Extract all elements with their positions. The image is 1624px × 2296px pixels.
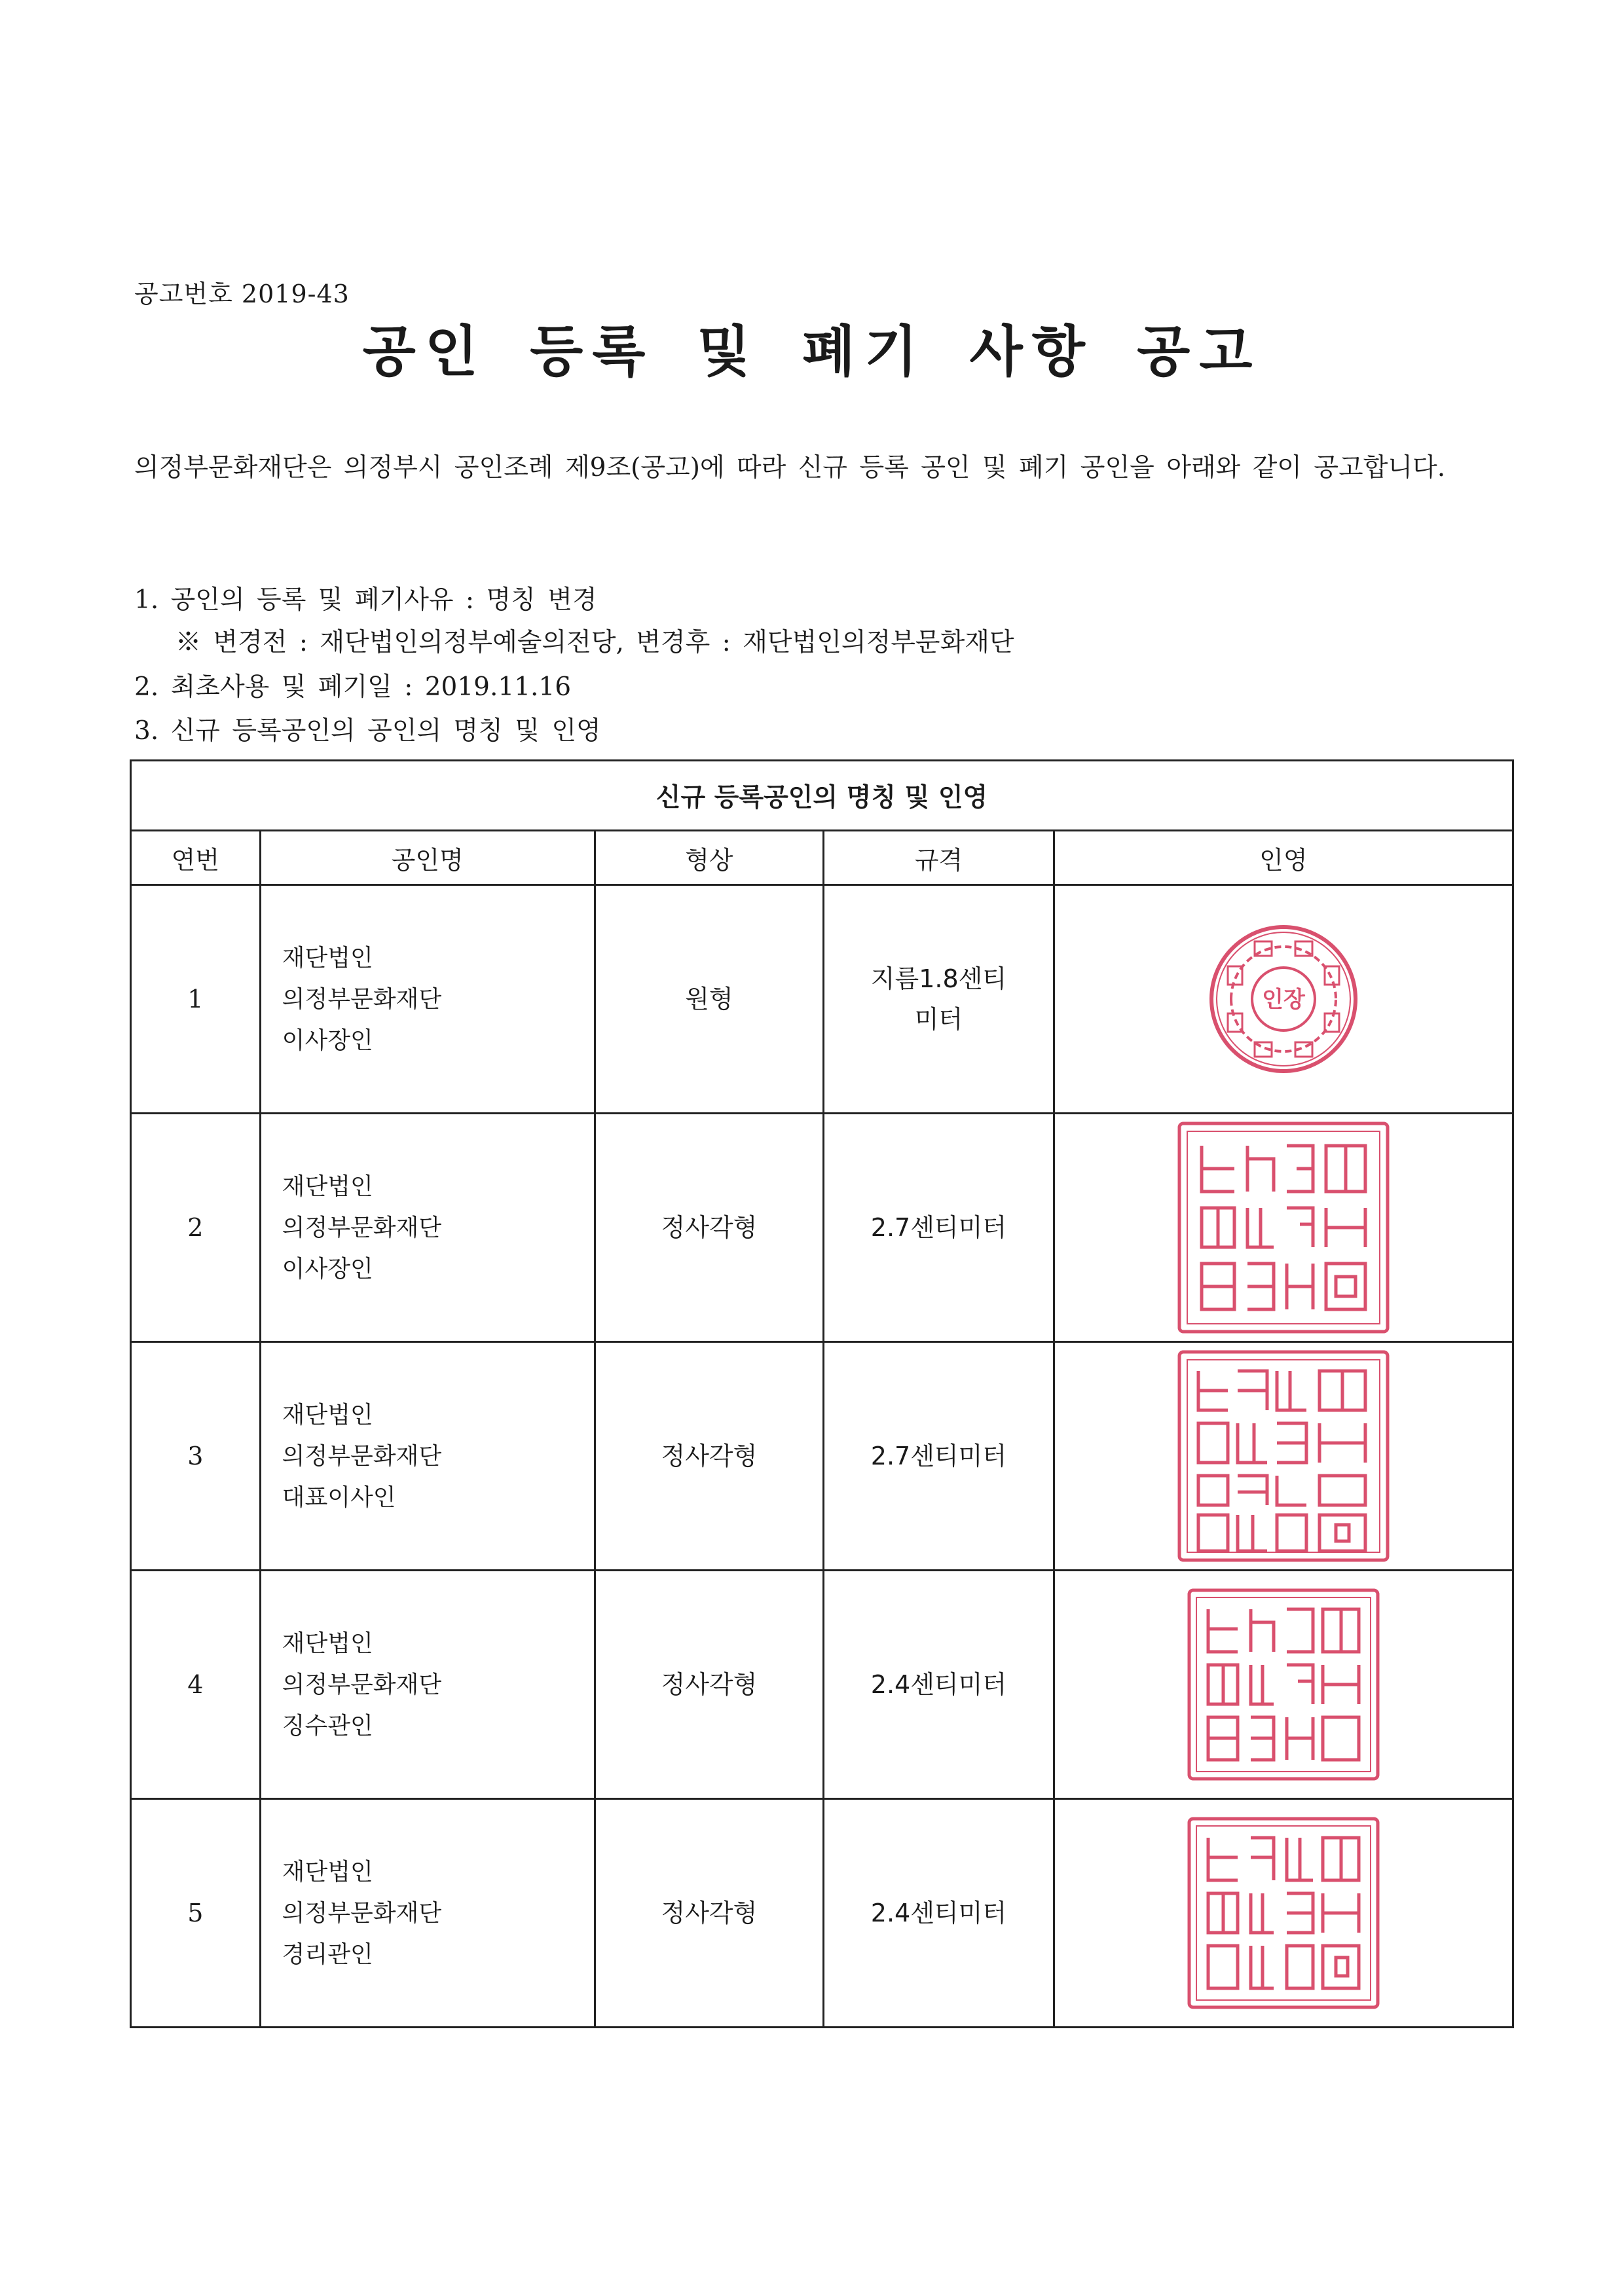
- seal-name: [260, 885, 595, 1114]
- seal-spec: 2.7센티미터: [824, 1114, 1054, 1342]
- intro-paragraph: 의정부문화재단은 의정부시 공인조례 제9조(공고)에 따라 신규 등록 공인 및 폐기 공인을 아래와 같이 공고합니다.: [134, 453, 1446, 483]
- seal-name-line: 의정부문화재단: [282, 985, 442, 1013]
- seal-spec: 2.4센티미터: [824, 1571, 1054, 1799]
- seal-shape: 정사각형: [595, 1342, 823, 1571]
- document-title: 공인 등록 및 폐기 사항 공고: [362, 319, 1262, 384]
- header-no: 연번: [131, 831, 261, 885]
- seal-impression: [1054, 1342, 1513, 1571]
- seal-impression: [1054, 1571, 1513, 1799]
- seal-spec: 2.4센티미터: [824, 1799, 1054, 2028]
- row-no: 4: [131, 1571, 261, 1799]
- seal-name-line: 대표이사인: [282, 1484, 396, 1511]
- seal-name: [260, 1342, 595, 1571]
- seal-name-line: 재단법인: [282, 1173, 373, 1200]
- seal-name: [260, 1799, 595, 2028]
- table-header-row: [131, 831, 1513, 885]
- seal-spec: 지름1.8센티미터: [824, 885, 1054, 1114]
- item-reason: 1. 공인의 등록 및 폐기사유 : 명칭 변경: [134, 585, 597, 615]
- table-row: [131, 1571, 1513, 1799]
- seal-name-line: 의정부문화재단: [282, 1671, 442, 1698]
- header-shape: 형상: [595, 831, 823, 885]
- row-no: 2: [131, 1114, 261, 1342]
- row-no: 3: [131, 1342, 261, 1571]
- notice-number: 공고번호 2019-43: [134, 280, 350, 308]
- seal-name-line: 재단법인: [282, 1401, 373, 1429]
- table-row: [131, 1799, 1513, 2028]
- seal-name-line: 재단법인: [282, 944, 373, 972]
- header-name: 공인명: [260, 831, 595, 885]
- square-seal-icon: [1185, 1815, 1382, 2011]
- seal-shape: 원형: [595, 885, 823, 1114]
- table-row: [131, 1342, 1513, 1571]
- seal-shape: 정사각형: [595, 1799, 823, 2028]
- table-caption: 신규 등록공인의 명칭 및 인영: [131, 761, 1513, 831]
- square-seal-icon: [1185, 1586, 1382, 1783]
- seal-name-line: 재단법인: [282, 1630, 373, 1657]
- seal-name-line: 경리관인: [282, 1941, 373, 1968]
- seal-center-text: 인장: [1262, 987, 1305, 1013]
- circle-seal-icon: [1205, 920, 1362, 1078]
- seal-name-line: 재단법인: [282, 1858, 373, 1886]
- header-impression: 인영: [1054, 831, 1513, 885]
- table-row: [131, 1114, 1513, 1342]
- seal-impression: [1054, 885, 1513, 1114]
- row-no: 5: [131, 1799, 261, 2028]
- header-spec: 규격: [824, 831, 1054, 885]
- seal-name-line: 의정부문화재단: [282, 1214, 442, 1241]
- seal-name-line: 의정부문화재단: [282, 1442, 442, 1470]
- item-date: 2. 최초사용 및 폐기일 : 2019.11.16: [134, 672, 572, 702]
- seal-name-line: 이사장인: [282, 1255, 373, 1283]
- square-seal-icon: [1175, 1348, 1392, 1564]
- seal-name-line: 이사장인: [282, 1027, 373, 1054]
- seal-name: [260, 1114, 595, 1342]
- seal-spec: 2.7센티미터: [824, 1342, 1054, 1571]
- seal-shape: 정사각형: [595, 1114, 823, 1342]
- item-table-intro: 3. 신규 등록공인의 공인의 명칭 및 인영: [134, 716, 601, 746]
- row-no: 1: [131, 885, 261, 1114]
- seal-name-line: 의정부문화재단: [282, 1899, 442, 1927]
- seal-name: [260, 1571, 595, 1799]
- seal-name-line: 징수관인: [282, 1712, 373, 1740]
- seal-table: [130, 759, 1514, 2028]
- seal-impression: [1054, 1799, 1513, 2028]
- item-change-note: ※ 변경전 : 재단법인의정부예술의전당, 변경후 : 재단법인의정부문화재단: [175, 628, 1014, 657]
- square-seal-icon: [1175, 1120, 1392, 1336]
- table-row: [131, 885, 1513, 1114]
- seal-impression: [1054, 1114, 1513, 1342]
- seal-shape: 정사각형: [595, 1571, 823, 1799]
